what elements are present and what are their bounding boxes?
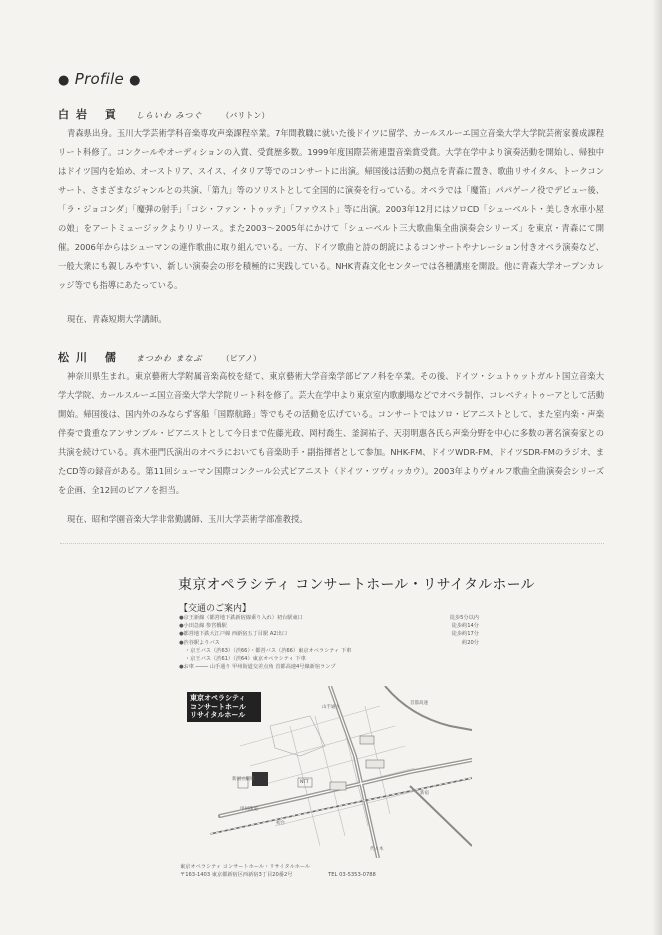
map-expressway <box>385 686 472 846</box>
venue-tel: TEL 03-5353-0788 <box>328 872 376 878</box>
map-label-ntt: NTT <box>300 780 309 785</box>
map-label-yoyogi: 代々木 <box>370 847 384 852</box>
person1-current: 現在、青森短期大学講師。 <box>67 314 167 324</box>
person2-name: 松川 儒 <box>58 351 123 364</box>
map-label-koshu: 甲州街道 <box>240 807 258 812</box>
profile-heading <box>58 70 141 88</box>
page-edge-shadow <box>652 0 662 935</box>
bullet-icon: ● <box>58 73 70 88</box>
map-label-yamate: 山手通り <box>322 705 340 710</box>
bullet-icon: ● <box>129 73 141 88</box>
map-building <box>330 782 346 790</box>
person2-header <box>58 346 261 365</box>
person2-reading: まつかわ まなぶ <box>135 354 203 363</box>
map-label-hatsudai: 初台 <box>276 821 285 826</box>
venue-address <box>180 863 376 879</box>
address-head: 東京オペラシティ コンサートホール・リサイタルホール <box>180 864 311 870</box>
access-item: ●渋谷駅よりバス 約20分 <box>179 639 479 646</box>
map-building <box>366 760 384 768</box>
person2-bio: 神奈川県生まれ。東京藝術大学附属音楽高校を経て、東京藝術大学音楽学部ピアノ科を卒業。その後、ドイツ・シュトゥットガルト国立音楽大学大学院、カールスルーエ国立音楽大学大学院リート科を修了。芸大在学中より東京室内歌劇場などでオペラ制作、コレペティトゥーアとして活動開始。帰国後は、国内外のみならず客船「国際航路」等でもその活動を広げている。コンサートではソロ・ピアニストとして、また室内楽・声楽伴奏で貴重なアンサンブル・ピアニストとして今日まで佐藤光政、岡村喬生、釜洞祐子、天羽明惠各氏ら声楽分野を中心に多数の著名演奏家との共演を続けている。真木亜門氏演出のオペラにおいても音楽助手・副指揮者として参加。NHK-FM、ドイツWDR-FM、ドイツSDR-FMのラジオ、またCD等の録音がある。第11回シューマン国際コンクール公式ピアニスト（ドイツ・ツヴィッカウ）。2003年よりヴォルフ歌曲全曲演奏会シリーズを企画、全12回のピアノを担当。 <box>58 371 604 495</box>
person1-role: （バリトン） <box>221 111 270 120</box>
access-item: ●小田急線 参宮橋駅 徒歩約14分 <box>179 623 479 630</box>
access-item: ●お車 ──── 山手通り 甲州街道交差点角 首都高速4号線新宿ランプ <box>179 664 336 671</box>
address-line: 〒163-1403 東京都新宿区西新宿3丁目20番2号 <box>180 872 293 878</box>
access-item: ・京王バス（渋63）（渋66）・都営バス（渋66）東京オペラシティ 下車 <box>185 647 352 654</box>
map-venue-caption: 東京オペラシティ コンサートホール リサイタルホール <box>187 692 261 722</box>
map-label-theatre: 新国立劇場 <box>232 777 255 782</box>
person1-header <box>58 103 269 122</box>
venue-title: 東京オペラシティ コンサートホール・リサイタルホール <box>178 577 535 593</box>
access-title: 【交通のご案内】 <box>179 604 252 614</box>
section-divider <box>60 543 604 544</box>
access-item: ・京王バス（渋61）（渋64）東京オペラシティ 下車 <box>185 655 306 662</box>
map-building <box>360 736 374 744</box>
person1-bio: 青森県出身。玉川大学芸術学科音楽専攻声楽課程卒業。7年間教職に就いた後ドイツに留学、カールスルーエ国立音楽大学大学院芸術家養成課程リート科修了。コンクールやオーディションの入賞、受賞歴多数。1999年度国際芸術連盟音楽賞受賞。大学在学中より演奏活動を開始し、帰独中はドイツ国内を始め、オーストリア、スイス、イタリア等でのコンサートに出演。帰国後は活動の拠点を青森に置き、歌曲リサイタル、トークコンサート、さまざまなジャンルとの共演、「第九」等のソリストとして全国的に演奏を行っている。オペラでは「魔笛」パパゲーノ役でデビュー後、「ラ・ジョコンダ」「魔弾の射手」「コシ・ファン・トゥッテ」「ファウスト」等に出演。2003年12月にはソロCD「シューベルト・美しき水車小屋の娘」をアートミュージックよりリリース。また2003〜2005年にかけて「シューベルト三大歌曲集全曲演奏会シリーズ」を東京・青森にて開催。2006年からはシューマンの連作歌曲に取り組んでいる。一方、ドイツ歌曲と詩の朗読によるコンサートやナレーション付きオペラ演奏など、一般大衆にも親しみやすい、新しい演奏会の形を積極的に実践している。NHK青森文化センターでは各種講座を開設。他に青森大学オープンカレッジ等でも指導にあたっている。 <box>58 128 604 290</box>
person1-reading: しらいわ みつぐ <box>135 111 203 120</box>
map-label-shinjuku: 新宿 <box>420 791 429 796</box>
person1-name: 白岩 貢 <box>58 108 123 121</box>
person2-current: 現在、昭和学園音楽大学非常勤講師、玉川大学芸術学部准教授。 <box>67 514 308 524</box>
map-label-expressway: 首都高速 <box>410 701 428 706</box>
profile-heading-text: Profile <box>74 70 125 88</box>
access-item: ●都営地下鉄大江戸線 西新宿五丁目駅 A2出口 徒歩約17分 <box>179 631 479 638</box>
access-list <box>179 614 479 671</box>
person2-role: （ピアノ） <box>221 354 261 363</box>
access-item: ●京王新線（都営地下鉄新宿線乗り入れ）初台駅東口 徒歩5分以内 <box>179 615 479 621</box>
